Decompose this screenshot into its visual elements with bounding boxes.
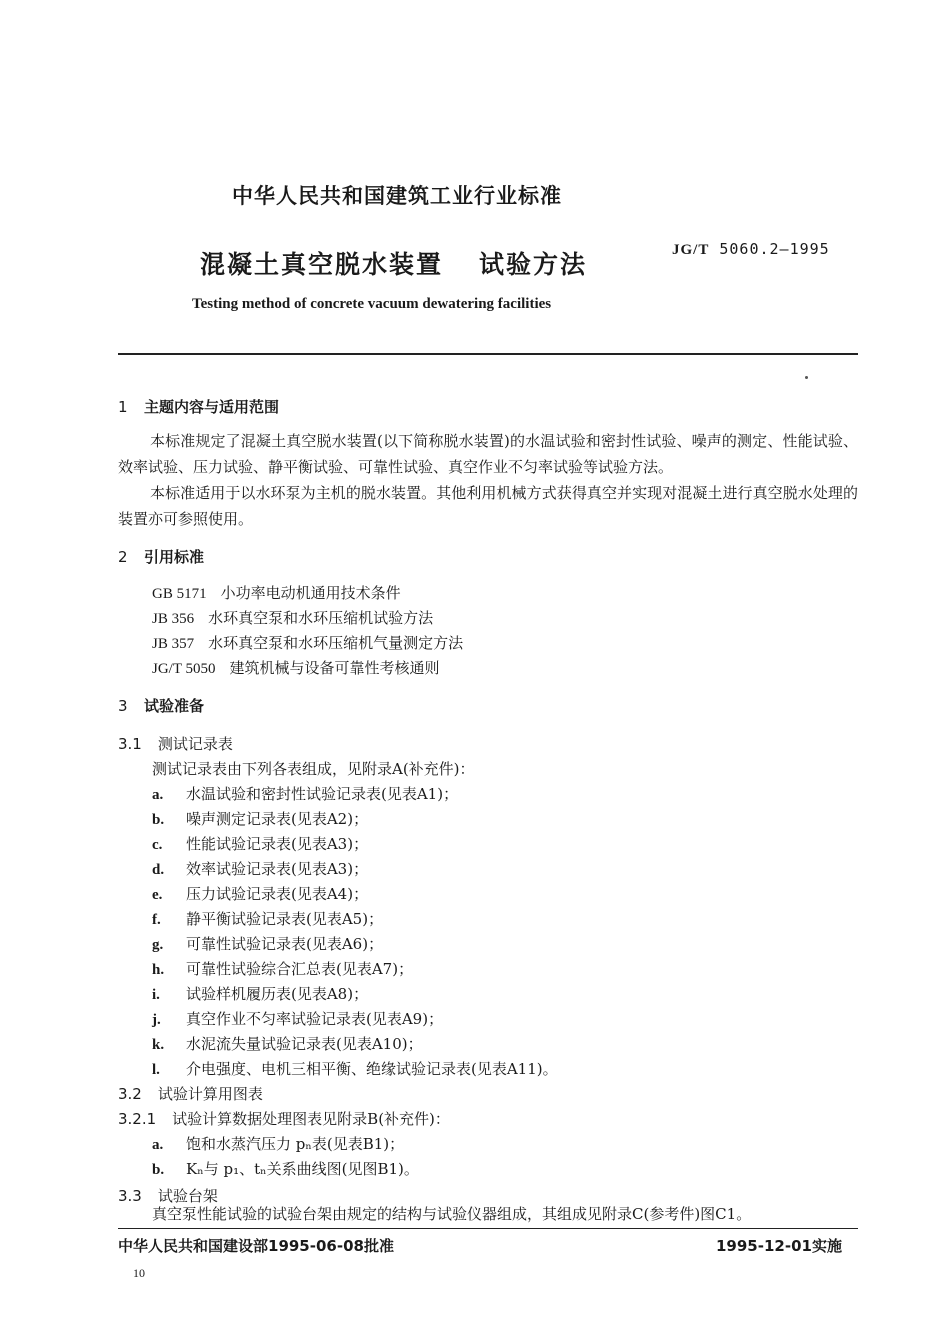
list-item (152, 1133, 404, 1154)
list-item-text: 静平衡试验记录表(见表A5)； (186, 910, 384, 928)
doc-title-part-a: 混凝土真空脱水装置 (200, 250, 444, 279)
list-item-text: 可靠性试验记录表(见表A6)； (186, 935, 384, 953)
list-item-letter: g. (152, 937, 164, 953)
subsection-title: 测试记录表 (157, 735, 233, 753)
list-item-letter: b. (152, 1162, 165, 1178)
list-item (152, 883, 368, 904)
list-item-text: 水温试验和密封性试验记录表(见表A1)； (186, 785, 459, 803)
subsection-number: 3.1 (118, 735, 142, 753)
list-item-letter: b. (152, 812, 165, 828)
list-item-letter: j. (152, 1012, 161, 1028)
section-3-number: 3 (118, 697, 128, 715)
section-1-paragraph-2: 本标准适用于以水环泵为主机的脱水装置。其他利用机械方式获得真空并实现对混凝土进行真空脱水处理的装置亦可参照使用。 (118, 484, 858, 528)
reference-name: 建筑机械与设备可靠性考核通则 (229, 659, 440, 677)
list-item (152, 983, 368, 1004)
list-item-letter: i. (152, 987, 160, 1003)
list-item-text: Kₙ与 p₁、tₙ关系曲线图(见图B1)。 (186, 1160, 419, 1178)
standard-code: 5060.2—1995 (719, 240, 830, 258)
section-1-number: 1 (118, 398, 128, 416)
list-item-text: 压力试验记录表(见表A4)； (186, 885, 369, 903)
section-1-title: 主题内容与适用范围 (144, 398, 280, 416)
list-item (152, 908, 383, 929)
list-item (152, 833, 368, 854)
reference-item (152, 632, 463, 653)
list-item-text: 噪声测定记录表(见表A2)； (186, 810, 369, 828)
subsection-3-1-heading (118, 733, 233, 754)
list-item (152, 858, 368, 879)
list-item-text: 真空作业不匀率试验记录表(见表A9)； (186, 1010, 444, 1028)
reference-name: 水环真空泵和水环压缩机试验方法 (208, 609, 434, 627)
list-item-text: 可靠性试验综合汇总表(见表A7)； (186, 960, 414, 978)
list-item-letter: a. (152, 787, 164, 803)
section-2-title: 引用标准 (144, 548, 205, 566)
list-item-letter: h. (152, 962, 165, 978)
reference-name: 水环真空泵和水环压缩机气量测定方法 (208, 634, 464, 652)
reference-name: 小功率电动机通用技术条件 (220, 584, 401, 602)
scan-speck (805, 376, 808, 379)
standard-number (672, 240, 830, 259)
list-item-text: 效率试验记录表(见表A3)； (186, 860, 369, 878)
list-item-letter: d. (152, 862, 165, 878)
section-3-title: 试验准备 (144, 697, 205, 715)
subsection-title: 试验计算用图表 (157, 1085, 263, 1103)
subsection-title: 试验台架 (157, 1187, 218, 1205)
page-number: 10 (133, 1266, 145, 1280)
subsection-3-3-text: 真空泵性能试验的试验台架由规定的结构与试验仪器组成，其组成见附录C(参考件)图C1。 (118, 1203, 858, 1229)
section-2-heading (118, 546, 204, 567)
approval-line: 中华人民共和国建设部1995-06-08批准 (118, 1237, 394, 1255)
english-title: Testing method of concrete vacuum dewatering facilities (192, 296, 552, 312)
list-item-text: 水泥流失量试验记录表(见表A10)； (186, 1035, 423, 1053)
list-item-text: 试验样机履历表(见表A8)； (186, 985, 369, 1003)
subsection-3-2-heading (118, 1083, 263, 1104)
subsection-text: 试验计算数据处理图表见附录B(补充件)： (172, 1110, 450, 1128)
list-item (152, 933, 383, 954)
subsection-number: 3.3 (118, 1187, 142, 1205)
subsection-number: 3.2.1 (118, 1110, 157, 1128)
list-item-letter: f. (152, 912, 161, 928)
reference-code: GB 5171 (152, 586, 207, 602)
list-item-letter: l. (152, 1062, 160, 1078)
list-item-letter: e. (152, 887, 163, 903)
subsection-number: 3.2 (118, 1085, 142, 1103)
list-item-text: 介电强度、电机三相平衡、绝缘试验记录表(见表A11)。 (186, 1060, 558, 1078)
reference-item (152, 607, 433, 628)
list-item (152, 1008, 443, 1029)
header-divider (118, 353, 858, 355)
list-item (152, 1033, 423, 1054)
doc-title (200, 245, 587, 281)
reference-item (152, 657, 440, 678)
effective-date: 1995-12-01实施 (716, 1237, 842, 1255)
reference-code: JB 356 (152, 611, 195, 627)
standard-prefix: JG/T (672, 242, 710, 258)
list-item (152, 783, 458, 804)
doc-title-part-b: 试验方法 (479, 250, 588, 279)
section-3-heading (118, 695, 204, 716)
list-item-text: 饱和水蒸汽压力 pₙ表(见表B1)； (186, 1135, 405, 1153)
section-2-number: 2 (118, 548, 128, 566)
list-item-letter: c. (152, 837, 163, 853)
list-item (152, 958, 413, 979)
list-item (152, 1158, 419, 1179)
list-item (152, 808, 368, 829)
subsection-3-1-intro: 测试记录表由下列各表组成，见附录A(补充件)： (152, 760, 475, 778)
reference-item (152, 582, 401, 603)
list-item-letter: k. (152, 1037, 165, 1053)
reference-code: JG/T 5050 (152, 661, 216, 677)
reference-code: JB 357 (152, 636, 195, 652)
org-title: 中华人民共和国建筑工业行业标准 (232, 184, 562, 208)
list-item-text: 性能试验记录表(见表A3)； (186, 835, 369, 853)
section-1-paragraph-1: 本标准规定了混凝土真空脱水装置(以下简称脱水装置)的水温试验和密封性试验、噪声的测定、性能试验、效率试验、压力试验、静平衡试验、可靠性试验、真空作业不匀率试验等试验方法。 (118, 432, 858, 476)
section-1-heading (118, 396, 279, 417)
subsection-3-2-1 (118, 1108, 450, 1129)
list-item-letter: a. (152, 1137, 164, 1153)
list-item (152, 1058, 558, 1079)
